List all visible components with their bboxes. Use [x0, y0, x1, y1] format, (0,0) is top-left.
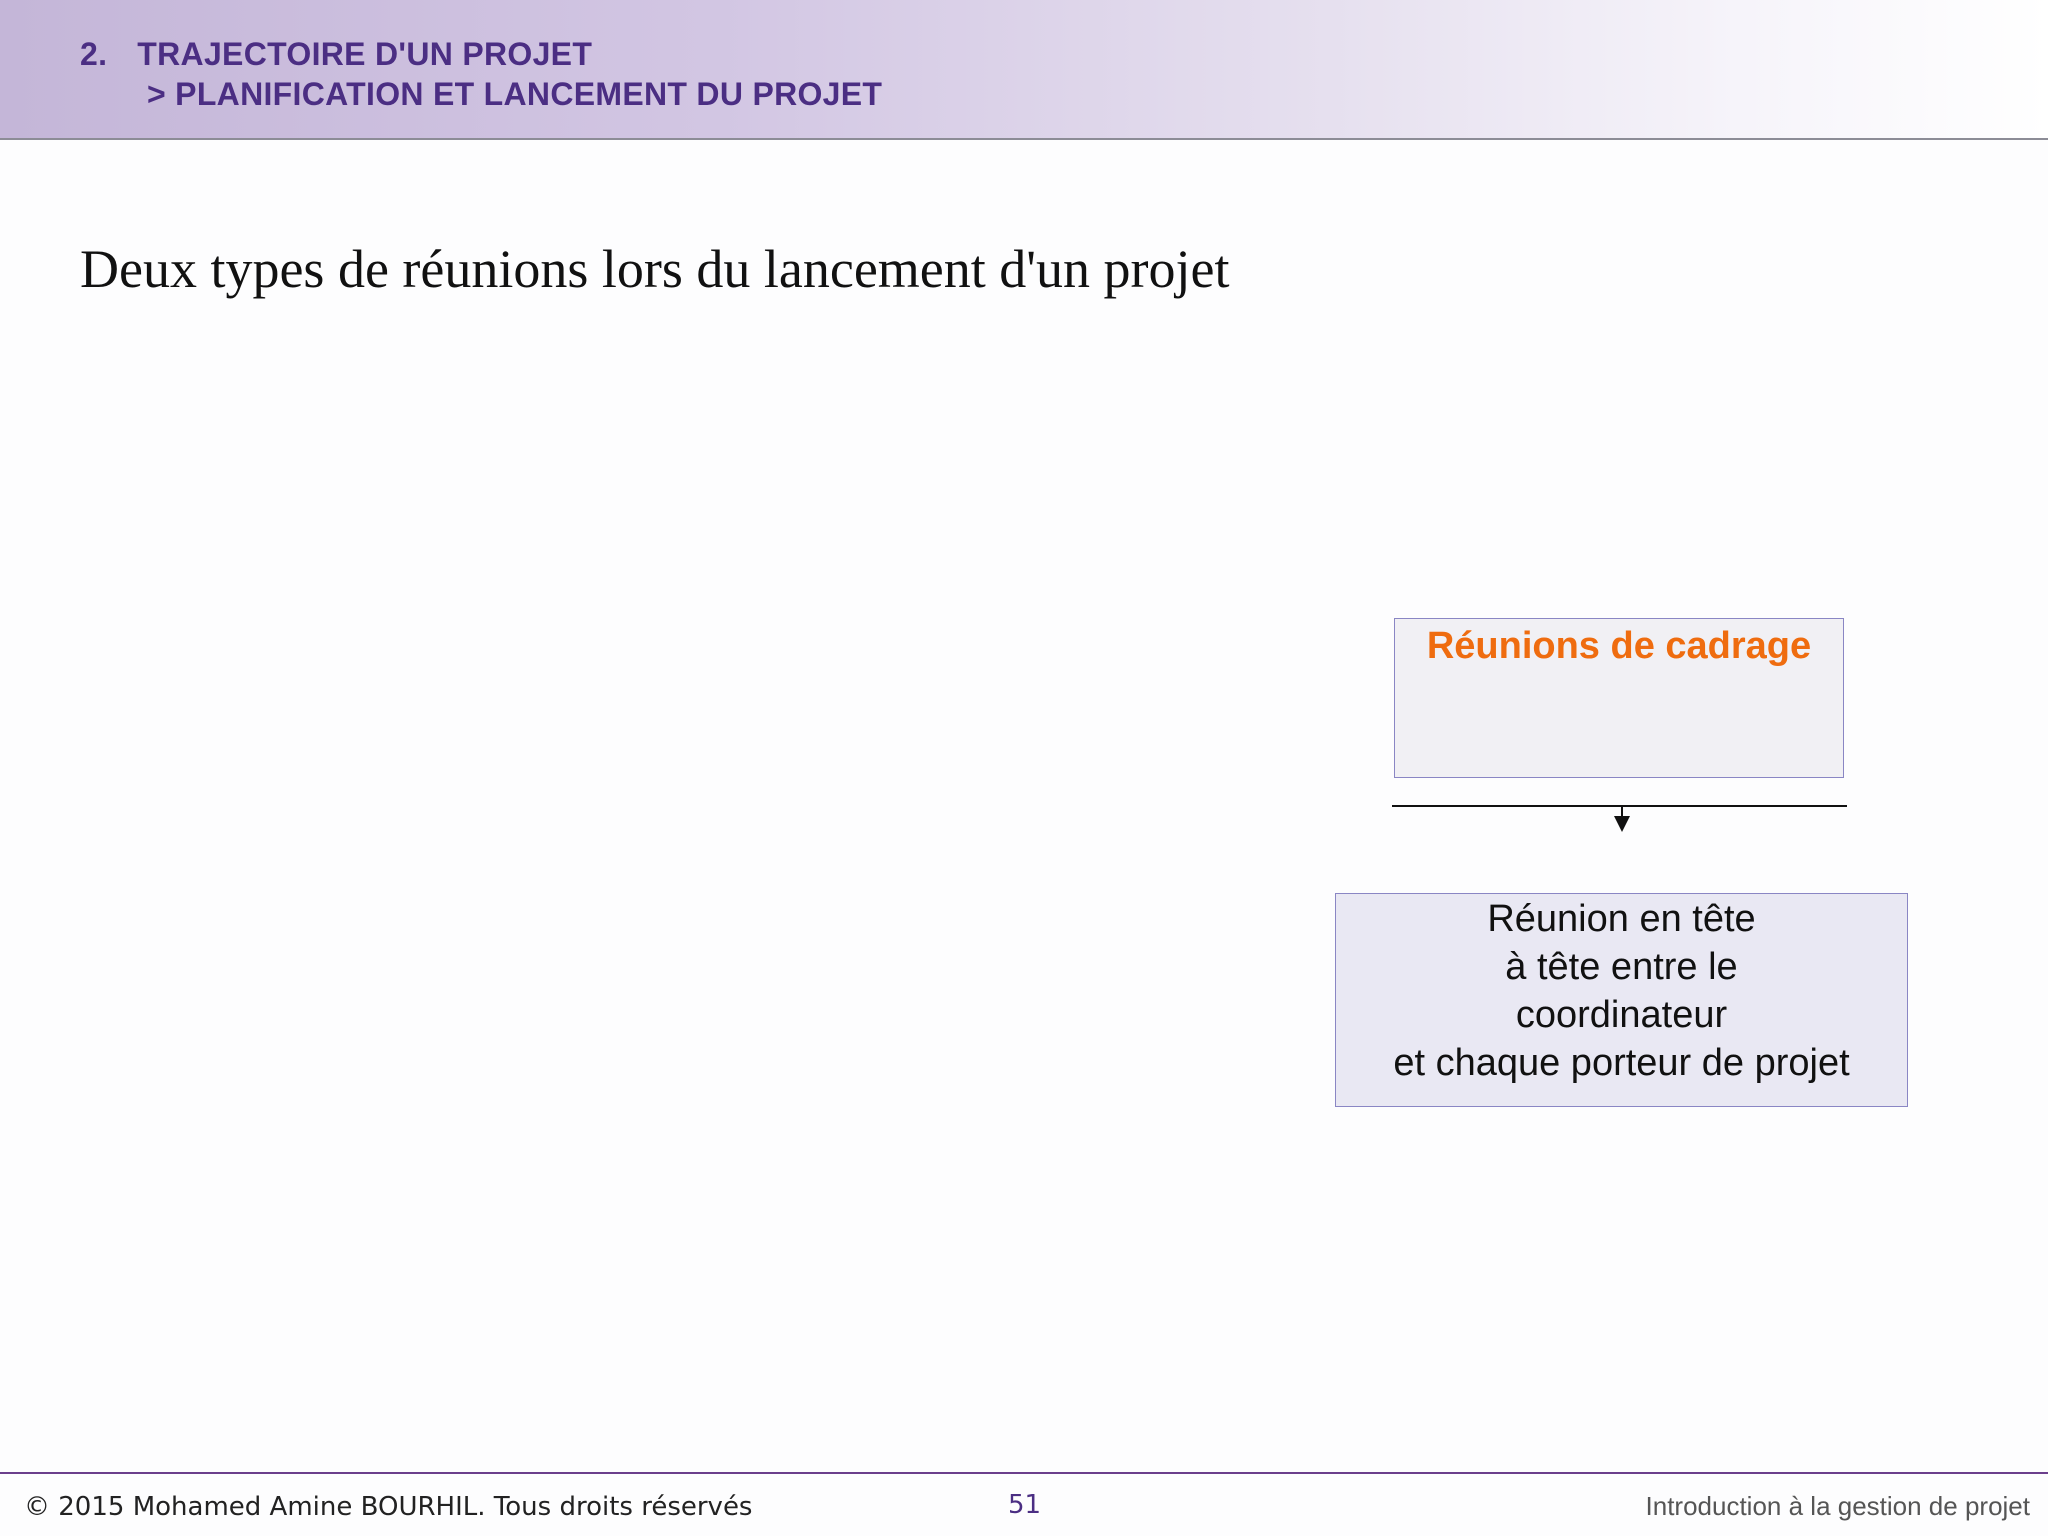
- footer-copyright: © 2015 Mohamed Amine BOURHIL. Tous droits réservés: [24, 1492, 753, 1522]
- tete-a-tete-line: Réunion en tête: [1487, 898, 1756, 940]
- slide-title: Deux types de réunions lors du lancement d'un projet: [80, 239, 1230, 299]
- cadrage-box-label: Réunions de cadrage: [1426, 625, 1812, 667]
- tete-a-tete-line: et chaque porteur de projet: [1393, 1042, 1850, 1084]
- footer-course-title: Introduction à la gestion de projet: [1645, 1491, 2030, 1521]
- section-title-text: TRAJECTOIRE D'UN PROJET: [137, 36, 593, 72]
- section-number: 2.: [80, 36, 108, 72]
- connector-line: [1392, 805, 1847, 807]
- section-title: [80, 36, 592, 73]
- header-band: [0, 0, 2048, 140]
- arrow-down-icon: [1614, 816, 1630, 832]
- tete-a-tete-box: [1335, 893, 1908, 1107]
- page-number: 51: [1008, 1490, 1042, 1520]
- footer-divider: [0, 1472, 2048, 1474]
- tete-a-tete-line: coordinateur: [1515, 994, 1728, 1036]
- cadrage-box: [1394, 618, 1844, 778]
- subsection-title: > PLANIFICATION ET LANCEMENT DU PROJET: [147, 76, 883, 112]
- tete-a-tete-line: à tête entre le: [1505, 946, 1738, 988]
